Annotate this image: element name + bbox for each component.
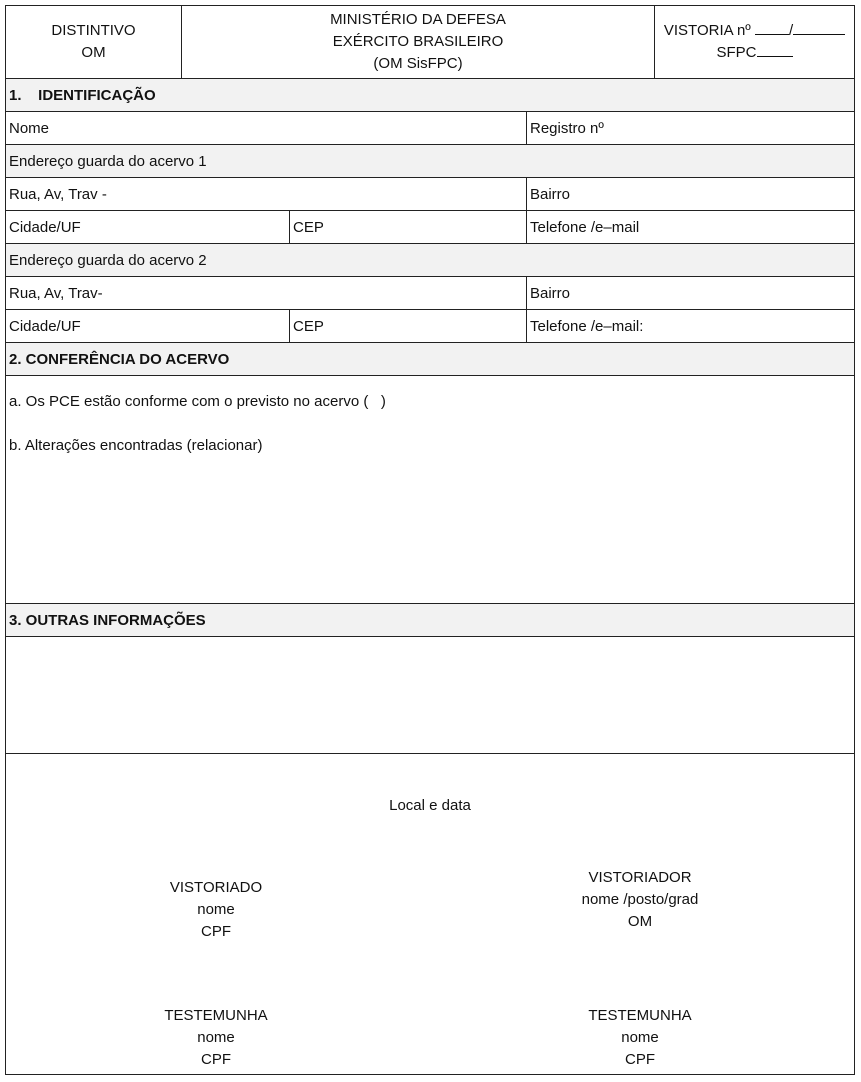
outras-informacoes-body[interactable] [6, 637, 854, 754]
registro-field[interactable]: Registro nº [526, 112, 854, 144]
telefone1-field[interactable]: Telefone /e–mail [526, 211, 854, 243]
army-title: EXÉRCITO BRASILEIRO [332, 33, 504, 50]
header-row [6, 6, 854, 79]
testemunha1-cpf: CPF [201, 1051, 231, 1068]
cidade1-row [6, 211, 854, 244]
rua1-field[interactable]: Rua, Av, Trav - [9, 185, 107, 203]
bairro2-field[interactable]: Bairro [526, 277, 854, 309]
section-outras-title: 3. OUTRAS INFORMAÇÕES [9, 611, 206, 629]
distintivo-cell [6, 6, 181, 78]
conferencia-item-b: b. Alterações encontradas (relacionar) [9, 437, 263, 454]
vistoriador-title: VISTORIADOR [588, 869, 692, 886]
rua2-row [6, 277, 854, 310]
vistoriador-om: OM [627, 913, 653, 930]
om-label: OM [81, 44, 106, 61]
cidade1-field[interactable]: Cidade/UF [9, 218, 81, 236]
rua1-row [6, 178, 854, 211]
sfpc-line [716, 42, 792, 64]
local-data-label: Local e data [389, 797, 471, 814]
section-conferencia-title: 2. CONFERÊNCIA DO ACERVO [9, 350, 230, 368]
vistoriador-nome-posto: nome /posto/grad [581, 891, 699, 908]
distintivo-label: DISTINTIVO [51, 22, 136, 39]
ministry-title: MINISTÉRIO DA DEFESA [330, 11, 506, 28]
vistoriado-cpf: CPF [201, 923, 231, 940]
nome-row [6, 112, 854, 145]
vistoria-number-blank[interactable] [755, 20, 789, 35]
endereco2-header [6, 244, 854, 277]
endereco1-header [6, 145, 854, 178]
testemunha2-cpf: CPF [625, 1051, 655, 1068]
sfpc-label: SFPC [716, 44, 757, 61]
vistoriado-title: VISTORIADO [169, 879, 263, 896]
rua2-field[interactable]: Rua, Av, Trav- [9, 284, 103, 302]
vistoria-year-blank[interactable] [793, 20, 845, 35]
cidade2-row [6, 310, 854, 343]
telefone2-field[interactable]: Telefone /e–mail: [526, 310, 854, 342]
testemunha2-title: TESTEMUNHA [588, 1007, 692, 1024]
cep1-field[interactable]: CEP [289, 211, 526, 243]
vistoria-number-line [664, 20, 845, 42]
ministry-cell [181, 6, 654, 78]
vistoria-cell [654, 6, 854, 78]
testemunha1-block [116, 1005, 316, 1071]
section-conferencia-header [6, 343, 854, 376]
cep2-field[interactable]: CEP [289, 310, 526, 342]
vistoria-form [5, 5, 855, 1075]
section-outras-header [6, 604, 854, 637]
testemunha1-nome: nome [197, 1029, 235, 1046]
vistoria-label: VISTORIA nº [663, 22, 751, 39]
endereco1-label: Endereço guarda do acervo 1 [9, 152, 207, 170]
conferencia-body[interactable] [6, 376, 854, 604]
sfpc-blank[interactable] [757, 42, 793, 57]
vistoriado-block [116, 877, 316, 943]
bairro1-field[interactable]: Bairro [526, 178, 854, 210]
section-identificacao-title: 1. IDENTIFICAÇÃO [9, 86, 156, 104]
testemunha2-nome: nome [621, 1029, 659, 1046]
endereco2-label: Endereço guarda do acervo 2 [9, 251, 207, 269]
nome-field[interactable]: Nome [9, 119, 50, 137]
om-sisfpc-label: (OM SisFPC) [373, 55, 463, 72]
section-identificacao-header [6, 79, 854, 112]
vistoriado-nome: nome [197, 901, 235, 918]
vistoria-separator: / [788, 22, 794, 39]
testemunha2-block [540, 1005, 740, 1071]
conferencia-item-a: a. Os PCE estão conforme com o previsto no acervo ( ) [9, 393, 386, 410]
cidade2-field[interactable]: Cidade/UF [9, 317, 81, 335]
vistoriador-block [540, 867, 740, 933]
signatures-area [6, 754, 854, 1074]
testemunha1-title: TESTEMUNHA [164, 1007, 268, 1024]
